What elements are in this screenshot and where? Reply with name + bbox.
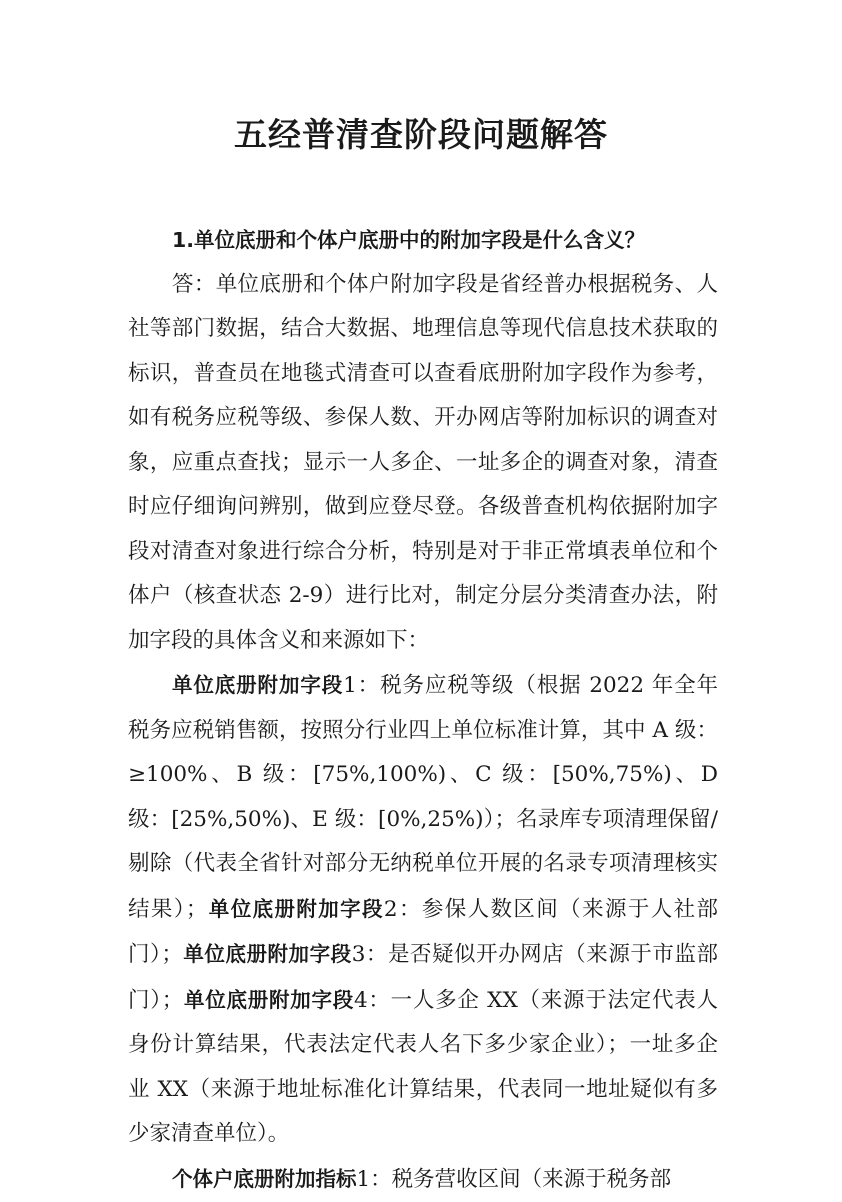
individual-paragraph bbox=[128, 1157, 718, 1202]
document-body bbox=[128, 218, 718, 1202]
field3-label: 单位底册附加字段 bbox=[183, 942, 352, 966]
page-title: 五经普清查阶段问题解答 bbox=[0, 112, 842, 158]
field4-text: 4：一人多企 XX（来源于法定代表人身份计算结果，代表法定代表人名下多少家企业）；一址多企业 XX（来源于地址标准化计算结果，代表同一地址疑似有多少家清查单位）。 bbox=[128, 988, 718, 1147]
individual-text: 1：税务营收区间（来源于税务部 bbox=[357, 1167, 672, 1192]
individual-label: 个体户底册附加指标 bbox=[172, 1167, 357, 1191]
field1-label: 单位底册附加字段 bbox=[172, 673, 343, 697]
field2-label: 单位底册附加字段 bbox=[207, 897, 383, 921]
question-heading: 1.单位底册和个体户底册中的附加字段是什么含义？ bbox=[128, 218, 718, 263]
field2-text: 2：参保人数区间（来源于人社部门）； bbox=[128, 897, 718, 968]
field4-label: 单位底册附加字段 bbox=[183, 988, 354, 1012]
answer-paragraph: 答：单位底册和个体户附加字段是省经普办根据税务、人社等部门数据，结合大数据、地理信息等现代信息技术获取的标识，普查员在地毯式清查可以查看底册附加字段作为参考，如有税务应税等级、参保人数、开办网店等附加标识的调查对象，应重点查找；显示一人多企、一址多企的调查对象，清查时应仔细询问辨别，做到应登尽登。各级普查机构依据附加字段对清查对象进行综合分析，特别是对于非正常填表单位和个体户（核查状态 2-9）进行比对，制定分层分类清查办法，附加字段的具体含义和来源如下： bbox=[128, 263, 718, 664]
field3-text: 3：是否疑似开办网店（来源于市监部门）； bbox=[128, 942, 718, 1013]
field1-text: 1：税务应税等级（根据 2022 年全年税务应税销售额，按照分行业四上单位标准计算，其中 A 级：≥100%、B 级：[75%,100%)、C 级：[50%,75%)、D 级：[25%,50%)、E 级：[0%,25%)）；名录库专项清理保留/剔除（代表全省针对部分无纳税单位开展的名录专项清理核实结果）； bbox=[128, 673, 718, 922]
fields-paragraph bbox=[128, 663, 718, 1157]
